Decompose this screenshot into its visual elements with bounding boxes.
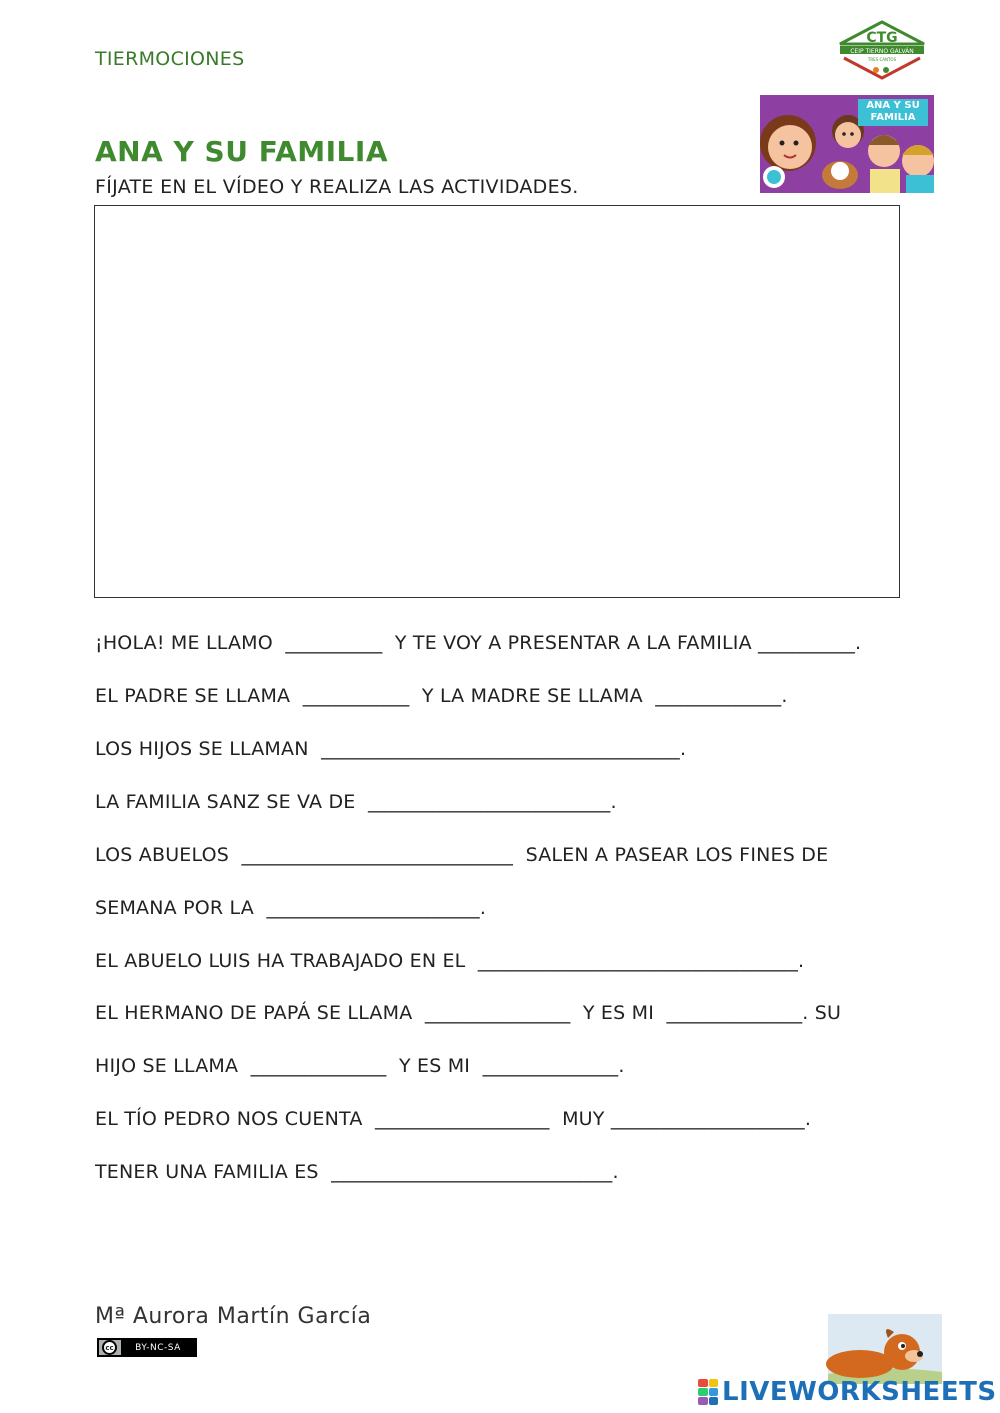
license-text: BY-NC-SA: [121, 1340, 195, 1355]
instructions: FÍJATE EN EL VÍDEO Y REALIZA LAS ACTIVIDADES.: [95, 176, 579, 198]
liveworksheets-mark-icon: [698, 1379, 718, 1405]
license-badge[interactable]: [97, 1338, 197, 1357]
sentence-8: EL HERMANO DE PAPÁ SE LLAMA _______________ Y ES MI ______________. SU: [95, 1002, 842, 1024]
sentence-5: LOS ABUELOS ____________________________ SALEN A PASEAR LOS FINES DE: [95, 844, 829, 866]
sentence-9: HIJO SE LLAMA ______________ Y ES MI ______________.: [95, 1055, 625, 1077]
dog-mascot-icon: [822, 1314, 942, 1384]
school-logo: [838, 20, 926, 82]
sentence-3: LOS HIJOS SE LLAMAN _____________________________________.: [95, 738, 687, 760]
video-thumbnail[interactable]: [760, 95, 934, 193]
sentence-6: SEMANA POR LA ______________________.: [95, 897, 487, 919]
sentence-4: LA FAMILIA SANZ SE VA DE _________________________.: [95, 791, 617, 813]
cc-icon: cc: [102, 1340, 117, 1355]
header-label: TIERMOCIONES: [95, 48, 245, 70]
video-frame[interactable]: [94, 205, 900, 598]
sentence-2: EL PADRE SE LLAMA ___________ Y LA MADRE SE LLAMA _____________.: [95, 685, 788, 707]
liveworksheets-logo[interactable]: [698, 1376, 997, 1408]
logo-subtext: TRES CANTOS: [867, 57, 897, 62]
page-title: ANA Y SU FAMILIA: [95, 135, 388, 168]
sentence-10: EL TÍO PEDRO NOS CUENTA __________________ MUY ____________________.: [95, 1108, 812, 1130]
sentence-1: ¡HOLA! ME LLAMO __________ Y TE VOY A PRESENTAR A LA FAMILIA __________.: [95, 632, 862, 654]
thumbnail-label: ANA Y SU FAMILIA: [858, 99, 928, 126]
logo-text: CEIP TIERNO GALVÁN: [850, 48, 914, 55]
sentence-7: EL ABUELO LUIS HA TRABAJADO EN EL _________________________________.: [95, 950, 805, 972]
brand-name: LIVEWORKSHEETS: [722, 1377, 997, 1407]
sentence-11: TENER UNA FAMILIA ES _____________________________.: [95, 1161, 619, 1183]
author-name: Mª Aurora Martín García: [95, 1304, 372, 1329]
svg-text:CTG: CTG: [866, 30, 898, 46]
